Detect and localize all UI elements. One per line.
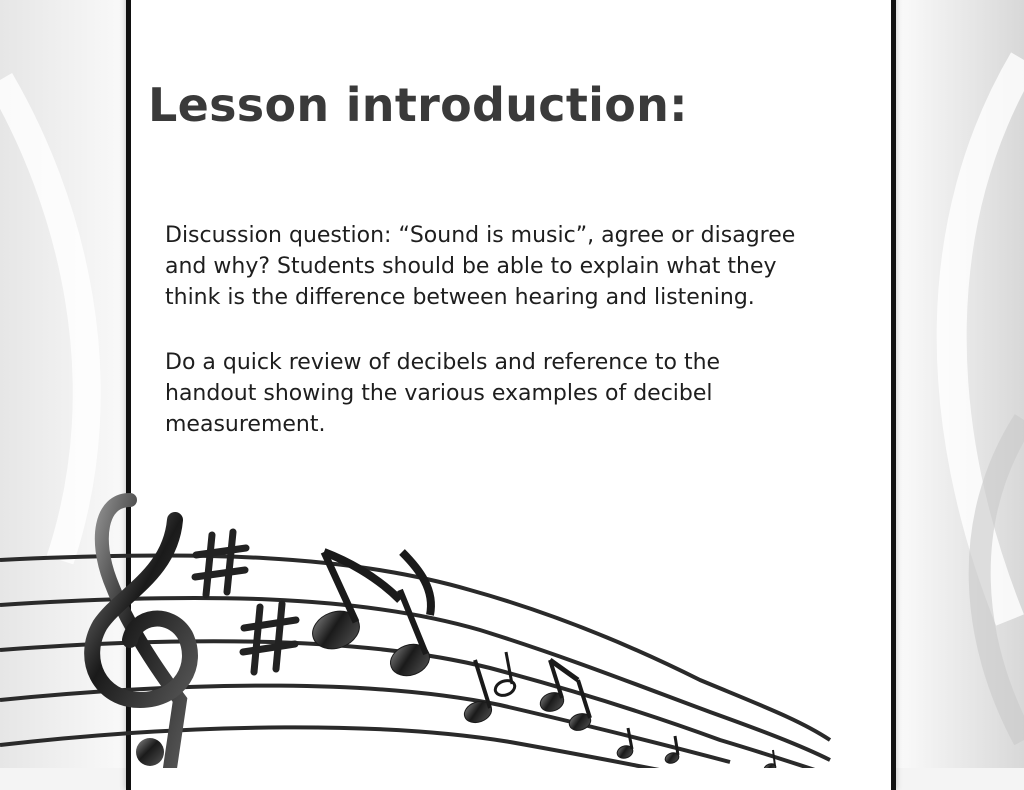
discussion-paragraph: Discussion question: “Sound is music”, agree or disagree and why? Students should be able to explain what they think is the difference between hearing and listening.: [165, 223, 796, 310]
slide-title: Lesson introduction:: [148, 78, 688, 132]
music-decoration: [0, 480, 1024, 768]
sharp-icon: [243, 604, 296, 672]
decibel-review-paragraph: Do a quick review of decibels and reference to the handout showing the various examples of decibel measurement.: [165, 350, 721, 437]
slide-body: [165, 220, 805, 474]
sharp-icon: [195, 532, 246, 595]
treble-clef-icon: [92, 500, 190, 768]
